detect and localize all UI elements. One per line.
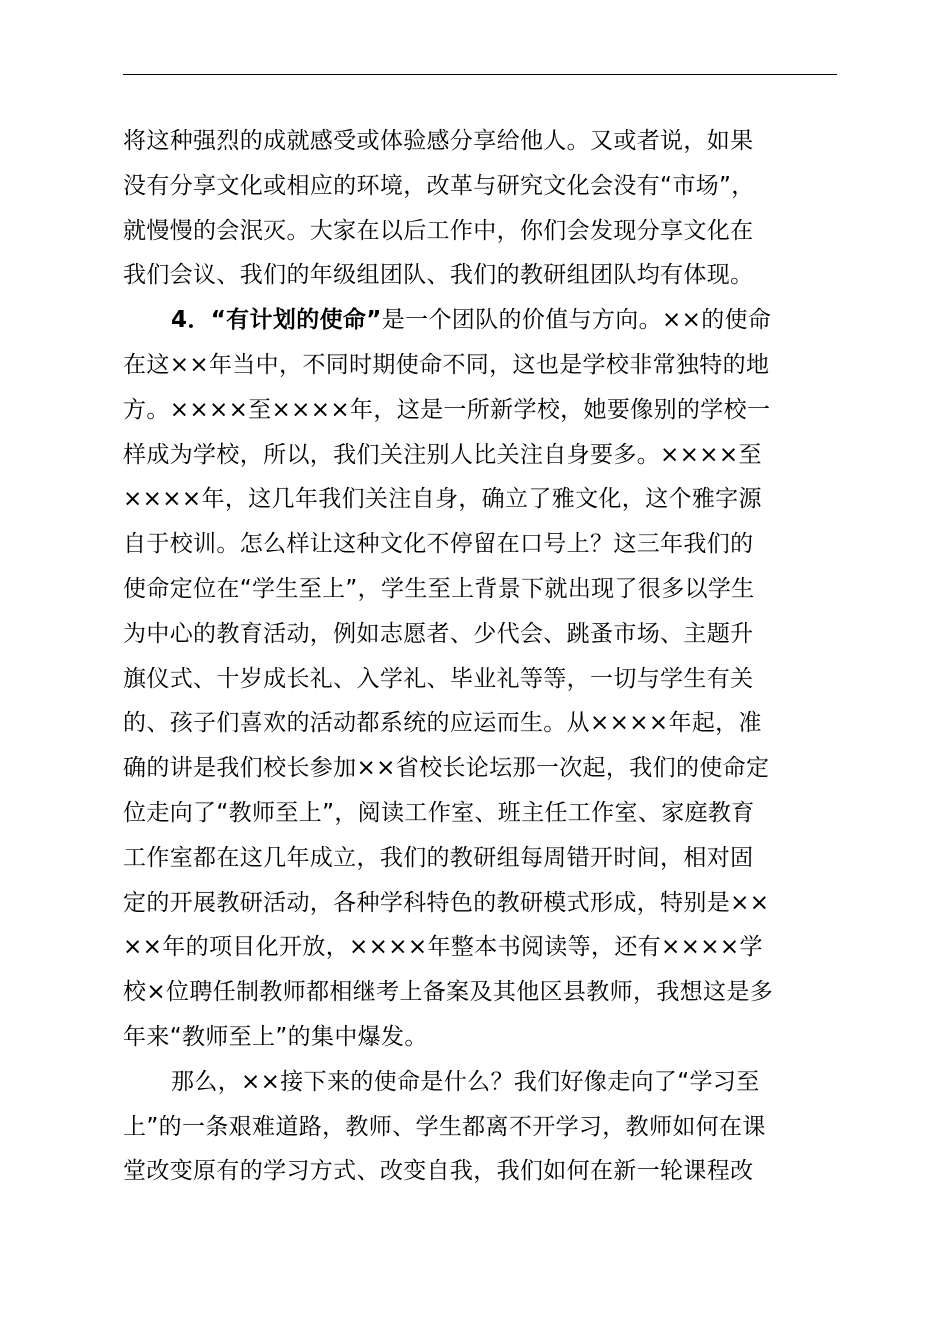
body-text [123,119,839,1194]
section-4-first-line [123,298,839,343]
paragraph-line: 旗仪式、十岁成长礼、入学礼、毕业礼等等，一切与学生有关 [123,665,754,692]
paragraph-line: ××年的项目化开放，××××年整本书阅读等，还有××××学 [123,934,763,961]
paragraph-line: 的、孩子们喜欢的活动都系统的应运而生。从××××年起，准 [123,710,762,737]
paragraph-line: 为中心的教育活动，例如志愿者、少代会、跳蚤市场、主题升 [123,620,754,647]
closing-paragraph-first-line: 那么，××接下来的使命是什么？我们好像走向了“学习至 [171,1068,760,1095]
paragraph-line: 位走向了“教师至上”，阅读工作室、班主任工作室、家庭教育 [123,799,755,826]
paragraph-line: 校×位聘任制教师都相继考上备案及其他区县教师，我想这是多 [123,979,774,1006]
paragraph-line: 我们会议、我们的年级组团队、我们的教研组团队均有体现。 [123,262,754,289]
paragraph-line: 就慢慢的会泯灭。大家在以后工作中，你们会发现分享文化在 [123,217,754,244]
paragraph-line: 样成为学校，所以，我们关注别人比关注自身要多。××××至 [123,441,762,468]
paragraph-line: 上”的一条艰难道路，教师、学生都离不开学习，教师如何在课 [123,1113,766,1140]
paragraph-line: 工作室都在这几年成立，我们的教研组每周错开时间，相对固 [123,844,754,871]
paragraph-line: 年来“教师至上”的集中爆发。 [123,1023,428,1050]
paragraph-line: 在这××年当中，不同时期使命不同，这也是学校非常独特的地 [123,351,770,378]
paragraph-line: 堂改变原有的学习方式、改变自我，我们如何在新一轮课程改 [123,1158,754,1185]
paragraph-line: 确的讲是我们校长参加××省校长论坛那一次起，我们的使命定 [123,755,770,782]
paragraph-line: 没有分享文化或相应的环境，改革与研究文化会没有“市场”， [123,172,755,199]
paragraph-line: 将这种强烈的成就感受或体验感分享给他人。又或者说，如果 [123,128,754,154]
paragraph-line: 定的开展教研活动，各种学科特色的教研模式形成，特别是×× [123,889,770,916]
header-rule [123,74,837,75]
paragraph-line: 方。××××至××××年，这是一所新学校，她要像别的学校一 [123,396,771,423]
section-4-heading: 4．“有计划的使命” [171,307,382,334]
section-4-first-line-text: 是一个团队的价值与方向。××的使命 [381,307,772,334]
paragraph-line: 自于校训。怎么样让这种文化不停留在口号上？这三年我们的 [123,531,754,558]
paragraph-line: 使命定位在“学生至上”，学生至上背景下就出现了很多以学生 [123,575,755,602]
paragraph-line: ××××年，这几年我们关注自身，确立了雅文化，这个雅字源 [123,486,762,513]
